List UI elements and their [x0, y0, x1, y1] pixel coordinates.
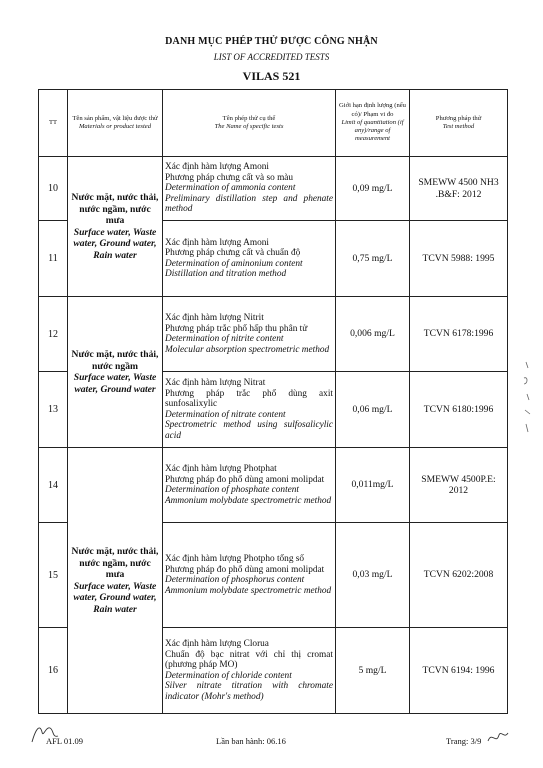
header-test-name-en: The Name of specific tests [214, 123, 284, 130]
test-method-vi: Phương pháp chưng cất và chuẩn độ [165, 248, 301, 258]
header-test-name [163, 90, 336, 157]
footer-issue: Lần ban hành: 06.16 [216, 736, 286, 746]
header-tt: TT [39, 90, 68, 157]
test-name-cell [163, 523, 336, 628]
method-cell: SMEWW 4500P.E: 2012 [410, 448, 508, 523]
test-name-en: Determination of ammonia content [165, 183, 296, 194]
margin-marks-icon [518, 360, 538, 440]
test-name-vi: Xác định hàm lượng Nitrit [165, 313, 264, 323]
signature-right-icon [486, 727, 510, 747]
method-cell: SMEWW 4500 NH3 .B&F: 2012 [410, 157, 508, 221]
method-cell: TCVN 5988: 1995 [410, 221, 508, 297]
header-limit-en: Limit of quantitation (if any)/range of measurement [341, 118, 404, 143]
test-method-en: Distillation and titration method [165, 269, 287, 279]
limit-cell: 0,03 mg/L [336, 523, 410, 628]
product-en: Surface water, Waste water, Ground water, Rain water [73, 226, 157, 261]
row-number: 16 [39, 628, 68, 714]
header-test-name-vi: Tên phép thử cụ thể [222, 114, 276, 122]
limit-cell: 0,011mg/L [336, 448, 410, 523]
test-name-cell [163, 448, 336, 523]
test-name-en: Determination of phosphorus content [165, 575, 305, 585]
table-header-row [39, 90, 508, 157]
product-en: Surface water, Waste water, Ground water, Rain water [73, 580, 157, 615]
test-name-vi: Xác định hàm lượng Nitrat [165, 378, 266, 388]
method-cell: TCVN 6178:1996 [410, 297, 508, 372]
product-cell [68, 297, 163, 448]
test-name-cell [163, 297, 336, 372]
test-method-en: Preliminary distillation step and phenate method [165, 193, 333, 215]
footer-page: Trang: 3/9 [446, 736, 482, 746]
header-limit-vi: Giới hạn định lượng (nếu có)/ Phạm vi đo [339, 102, 406, 118]
test-method-vi: Chuẩn độ bạc nitrat với chỉ thị cromat (phương pháp MO) [165, 649, 333, 670]
product-cell [68, 448, 163, 714]
header-product-vi: Tên sản phẩm, vật liệu được thử [72, 114, 158, 122]
limit-cell: 5 mg/L [336, 628, 410, 714]
document-title: DANH MỤC PHÉP THỬ ĐƯỢC CÔNG NHẬN [165, 36, 378, 47]
limit-cell: 0,09 mg/L [336, 157, 410, 221]
header-method-en: Test method [442, 123, 475, 130]
test-method-vi: Phương pháp trắc phổ hấp thu phân tử [165, 323, 308, 334]
test-name-en: Determination of aminonium content [165, 258, 303, 269]
limit-cell: 0,75 mg/L [336, 221, 410, 297]
header-method-vi: Phương pháp thử [435, 114, 482, 122]
product-cell [68, 157, 163, 297]
test-name-vi: Xác định hàm lượng Amoni [165, 162, 269, 173]
footer-form-code: AFL 01.09 [46, 736, 83, 746]
row-number: 11 [39, 221, 68, 297]
test-name-en: Determination of nitrate content [165, 409, 286, 420]
header-method [410, 90, 508, 157]
test-method-en: Silver nitrate titration with chromate indicator (Mohr's method) [165, 681, 333, 702]
test-name-vi: Xác định hàm lượng Photphat [165, 464, 277, 474]
method-cell: TCVN 6194: 1996 [410, 628, 508, 714]
test-name-en: Determination of phosphate content [165, 485, 300, 495]
test-name-cell [163, 628, 336, 714]
limit-cell: 0,06 mg/L [336, 372, 410, 448]
test-name-en: Determination of nitrite content [165, 334, 284, 344]
product-vi: Nước mặt, nước thải, nước ngầm [71, 349, 159, 372]
test-method-vi: Phương pháp chưng cất và so màu [165, 172, 294, 183]
test-method-en: Ammonium molybdate spectrometric method [165, 495, 332, 506]
header-product-en: Materials or product tested [78, 123, 152, 130]
table-row [39, 448, 508, 523]
test-method-en: Ammonium molybdate spectrometric method [165, 585, 332, 596]
test-method-vi: Phương pháp đo phổ dùng amoni molipdat [165, 474, 325, 485]
row-number: 10 [39, 157, 68, 221]
document-subtitle: LIST OF ACCREDITED TESTS [213, 52, 330, 62]
test-method-vi: Phương pháp đo phổ dùng amoni molipdat [165, 564, 325, 575]
test-method-en: Molecular absorption spectrometric method [165, 344, 330, 355]
product-vi: Nước mặt, nước thải, nước ngầm, nước mưa [71, 546, 159, 580]
test-name-cell [163, 221, 336, 297]
row-number: 15 [39, 523, 68, 628]
test-name-vi: Xác định hàm lượng Photpho tổng số [165, 554, 305, 564]
header-limit [336, 90, 410, 157]
vilas-code: VILAS 521 [242, 69, 301, 83]
table-row [39, 157, 508, 221]
row-number: 14 [39, 448, 68, 523]
product-vi: Nước mặt, nước thải, nước ngầm, nước mưa [71, 192, 159, 226]
test-name-vi: Xác định hàm lượng Clorua [165, 639, 269, 649]
table-row [39, 297, 508, 372]
row-number: 13 [39, 372, 68, 448]
limit-cell: 0,006 mg/L [336, 297, 410, 372]
method-cell: TCVN 6202:2008 [410, 523, 508, 628]
test-name-cell [163, 157, 336, 221]
product-en: Surface water, Waste water, Ground water [73, 372, 157, 395]
header-product [68, 90, 163, 157]
test-method-vi: Phương pháp trắc phổ dùng axit sunfosalixylic [165, 388, 333, 409]
row-number: 12 [39, 297, 68, 372]
test-name-en: Determination of chloride content [165, 670, 292, 681]
test-method-en: Spectrometric method using sulfosalicylic acid [165, 420, 333, 441]
accredited-tests-table [38, 89, 508, 714]
test-name-cell [163, 372, 336, 448]
method-cell: TCVN 6180:1996 [410, 372, 508, 448]
test-name-vi: Xác định hàm lượng Amoni [165, 237, 269, 248]
